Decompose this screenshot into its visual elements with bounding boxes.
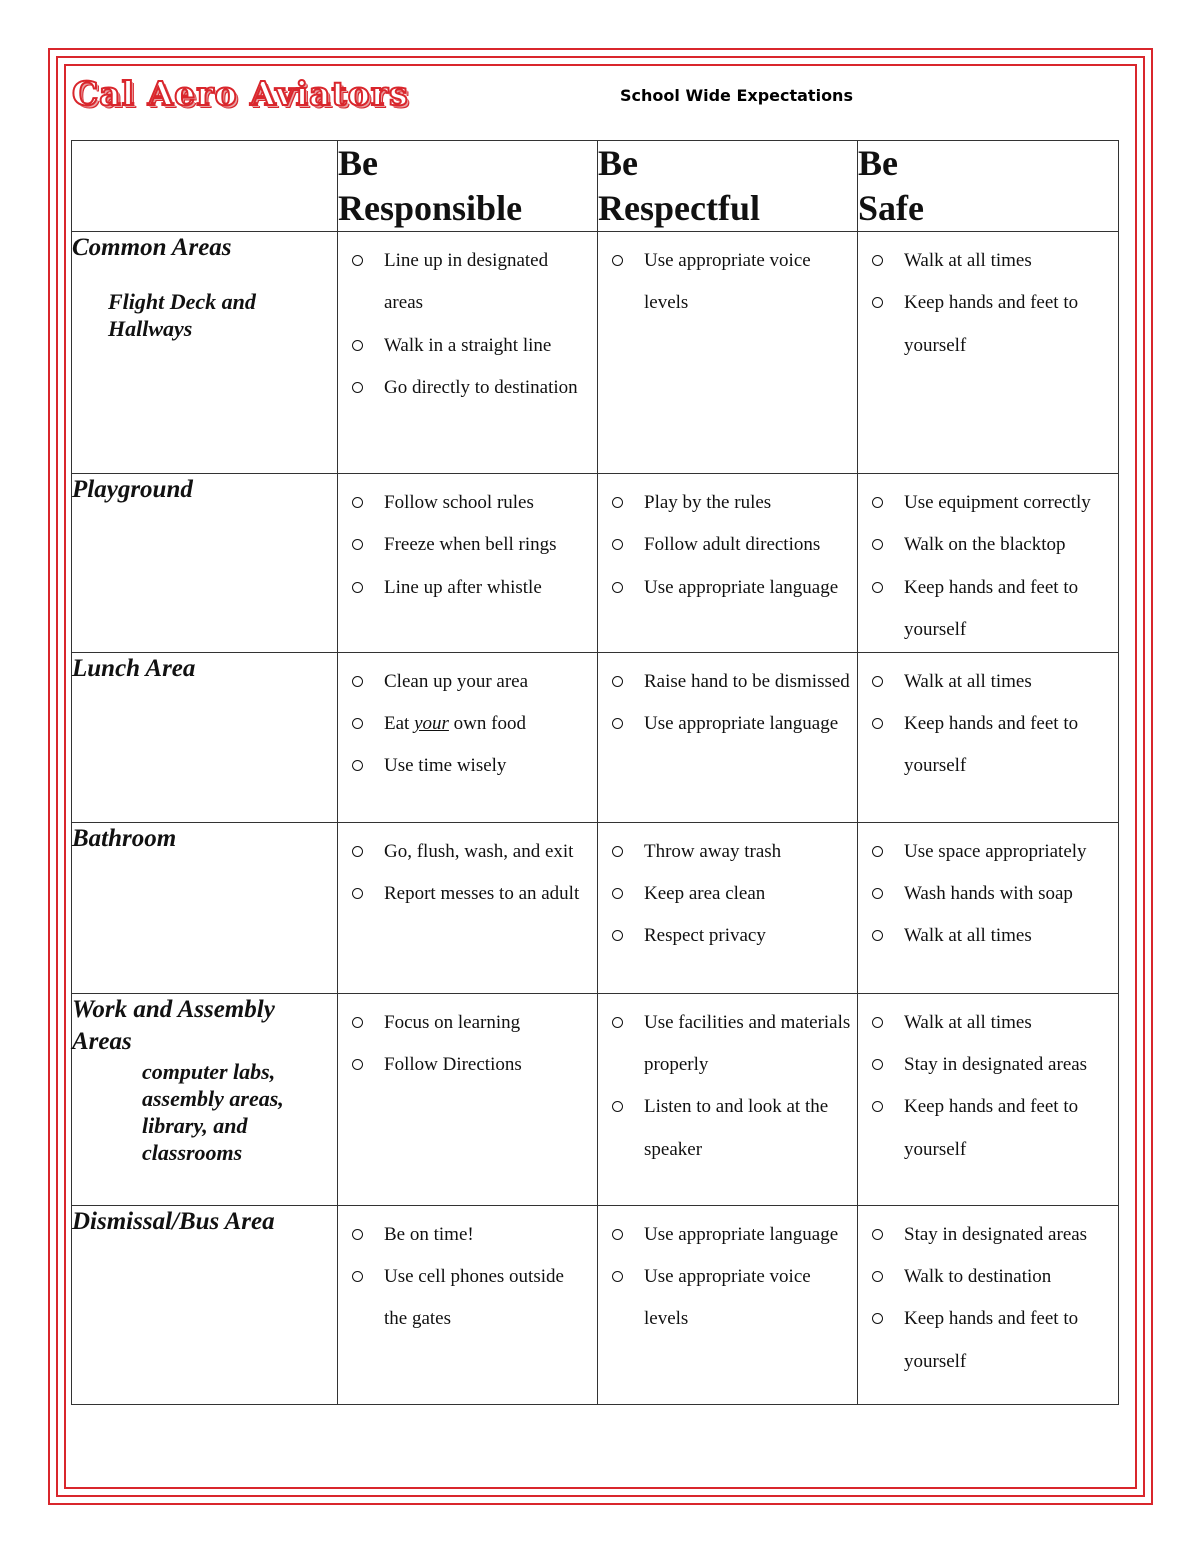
list-item-text: Use space appropriately bbox=[904, 840, 1087, 862]
list-item-text: Focus on learning bbox=[384, 1011, 521, 1033]
expectation-cell-responsible bbox=[338, 474, 598, 653]
expectation-cell-respectful bbox=[598, 993, 858, 1205]
list-item bbox=[610, 1256, 851, 1341]
list-item-text: Keep hands and feet to yourself bbox=[904, 1096, 1079, 1160]
expectation-cell-safe bbox=[858, 822, 1119, 993]
list-item-text: Play by the rules bbox=[644, 492, 772, 513]
list-item bbox=[870, 873, 1112, 915]
list-item bbox=[610, 482, 851, 524]
list-item bbox=[350, 367, 591, 409]
column-header-safe bbox=[858, 141, 1119, 232]
expectation-cell-responsible bbox=[338, 232, 598, 474]
circle-bullet-icon bbox=[352, 718, 363, 729]
expectation-list bbox=[858, 232, 1118, 367]
list-item bbox=[350, 482, 591, 524]
list-item-text: Raise hand to be dismissed bbox=[644, 670, 850, 692]
expectation-cell-safe bbox=[858, 232, 1119, 474]
expectation-list bbox=[338, 823, 597, 916]
list-item-text: Follow school rules bbox=[384, 492, 534, 513]
list-item bbox=[870, 240, 1112, 282]
list-item bbox=[610, 915, 851, 957]
list-item-text: Go directly to destination bbox=[384, 377, 578, 399]
expectations-table bbox=[71, 140, 1119, 1405]
column-header-line2: Responsible bbox=[338, 188, 523, 228]
column-header-line2: Safe bbox=[858, 188, 924, 228]
circle-bullet-icon bbox=[352, 760, 363, 771]
list-item bbox=[870, 1086, 1112, 1171]
list-item-text: Use time wisely bbox=[384, 755, 507, 777]
header-corner-cell bbox=[72, 141, 338, 232]
list-item bbox=[350, 745, 591, 787]
circle-bullet-icon bbox=[352, 497, 363, 508]
expectation-cell-safe bbox=[858, 1205, 1119, 1404]
expectation-cell-respectful bbox=[598, 652, 858, 822]
expectation-list bbox=[598, 1206, 857, 1341]
list-item-text: Walk at all times bbox=[904, 250, 1032, 271]
circle-bullet-icon bbox=[612, 676, 623, 687]
circle-bullet-icon bbox=[612, 1229, 623, 1240]
list-item-text: Keep hands and feet to yourself bbox=[904, 1308, 1079, 1372]
list-item bbox=[610, 1086, 851, 1171]
list-item bbox=[350, 1214, 591, 1256]
list-item-text: Line up in designated areas bbox=[384, 250, 549, 314]
area-title: Bathroom bbox=[72, 824, 177, 852]
list-item bbox=[870, 703, 1112, 788]
list-item-text: Walk on the blacktop bbox=[904, 534, 1066, 556]
area-title: Common Areas bbox=[72, 234, 232, 261]
area-cell bbox=[72, 993, 338, 1205]
header-row bbox=[72, 141, 1119, 232]
list-item bbox=[870, 1002, 1112, 1044]
expectation-cell-responsible bbox=[338, 822, 598, 993]
circle-bullet-icon bbox=[872, 1229, 883, 1240]
expectation-list bbox=[338, 994, 597, 1087]
list-item bbox=[350, 1256, 591, 1341]
list-item-text: Follow adult directions bbox=[644, 534, 821, 556]
table-row bbox=[72, 1205, 1119, 1404]
list-item bbox=[870, 661, 1112, 703]
list-item-text: Use appropriate language bbox=[644, 1223, 839, 1245]
list-item bbox=[610, 524, 851, 566]
column-header-line2: Respectful bbox=[598, 188, 760, 228]
circle-bullet-icon bbox=[872, 1101, 883, 1112]
expectation-cell-respectful bbox=[598, 822, 858, 993]
table-row bbox=[72, 474, 1119, 653]
list-item bbox=[610, 240, 851, 325]
list-item bbox=[610, 703, 851, 745]
list-item-text: Walk to destination bbox=[904, 1266, 1052, 1288]
list-item bbox=[350, 524, 591, 566]
list-item-text: Line up after whistle bbox=[384, 576, 542, 598]
area-cell bbox=[72, 822, 338, 993]
area-title: Lunch Area bbox=[72, 654, 196, 682]
expectation-list bbox=[338, 653, 597, 788]
expectation-list bbox=[338, 1206, 597, 1341]
area-cell bbox=[72, 1205, 338, 1404]
column-header-respectful bbox=[598, 141, 858, 232]
expectation-cell-respectful bbox=[598, 232, 858, 474]
list-item-text: Freeze when bell rings bbox=[384, 534, 557, 556]
expectation-cell-responsible bbox=[338, 993, 598, 1205]
list-item-text: Keep hands and feet to yourself bbox=[904, 576, 1079, 641]
expectation-list bbox=[598, 653, 857, 746]
list-item-text: Use appropriate language bbox=[644, 576, 839, 598]
list-item bbox=[350, 831, 591, 873]
list-item bbox=[870, 524, 1112, 566]
list-item bbox=[870, 282, 1112, 367]
list-item bbox=[870, 915, 1112, 957]
circle-bullet-icon bbox=[352, 539, 363, 550]
list-item-text: Keep hands and feet to yourself bbox=[904, 292, 1079, 356]
expectation-list bbox=[858, 994, 1118, 1172]
school-logo-title: Cal Aero Aviators bbox=[72, 74, 409, 113]
expectation-cell-safe bbox=[858, 652, 1119, 822]
list-item bbox=[610, 1214, 851, 1256]
list-item-text: Use appropriate voice levels bbox=[644, 1266, 811, 1330]
expectation-cell-respectful bbox=[598, 474, 858, 653]
list-item bbox=[870, 1256, 1112, 1298]
expectation-list bbox=[338, 474, 597, 609]
list-item bbox=[870, 1298, 1112, 1383]
circle-bullet-icon bbox=[872, 582, 883, 593]
circle-bullet-icon bbox=[612, 1017, 623, 1028]
list-item-text: own food bbox=[448, 713, 526, 735]
list-item-text: Clean up your area bbox=[384, 670, 529, 692]
list-item-text: Be on time! bbox=[384, 1223, 474, 1245]
table-row bbox=[72, 652, 1119, 822]
area-title: Work and Assembly Areas bbox=[72, 995, 275, 1055]
circle-bullet-icon bbox=[612, 497, 623, 508]
circle-bullet-icon bbox=[872, 888, 883, 899]
list-item-text: Walk at all times bbox=[904, 1011, 1032, 1033]
list-item bbox=[350, 873, 591, 915]
circle-bullet-icon bbox=[352, 382, 363, 393]
list-item-text: Throw away trash bbox=[644, 840, 782, 862]
list-item-text: Stay in designated areas bbox=[904, 1054, 1088, 1076]
expectation-list bbox=[858, 653, 1118, 788]
list-item-text: Walk at all times bbox=[904, 925, 1032, 947]
list-item bbox=[610, 661, 851, 703]
circle-bullet-icon bbox=[612, 888, 623, 899]
area-cell bbox=[72, 652, 338, 822]
expectation-list bbox=[598, 823, 857, 958]
list-item-text: Use cell phones outside the gates bbox=[384, 1266, 564, 1330]
circle-bullet-icon bbox=[352, 888, 363, 899]
column-header-responsible bbox=[338, 141, 598, 232]
area-title: Dismissal/Bus Area bbox=[72, 1207, 275, 1235]
area-cell bbox=[72, 474, 338, 653]
expectation-cell-responsible bbox=[338, 1205, 598, 1404]
table-row bbox=[72, 232, 1119, 474]
circle-bullet-icon bbox=[352, 255, 363, 266]
list-item-text: Wash hands with soap bbox=[904, 883, 1073, 905]
circle-bullet-icon bbox=[872, 1017, 883, 1028]
circle-bullet-icon bbox=[612, 846, 623, 857]
column-header-line1: Be bbox=[338, 143, 378, 183]
circle-bullet-icon bbox=[872, 497, 883, 508]
circle-bullet-icon bbox=[352, 1017, 363, 1028]
expectation-cell-safe bbox=[858, 474, 1119, 653]
table-row bbox=[72, 993, 1119, 1205]
circle-bullet-icon bbox=[612, 930, 623, 941]
expectation-list bbox=[598, 994, 857, 1172]
list-item bbox=[870, 1044, 1112, 1086]
list-item-text: Stay in designated areas bbox=[904, 1223, 1088, 1245]
circle-bullet-icon bbox=[872, 297, 883, 308]
list-item-text: Walk at all times bbox=[904, 670, 1032, 692]
list-item-text: Use facilities and materials properly bbox=[644, 1011, 851, 1076]
circle-bullet-icon bbox=[612, 582, 623, 593]
list-item bbox=[870, 1214, 1112, 1256]
expectation-list bbox=[858, 823, 1118, 958]
list-item bbox=[870, 567, 1112, 652]
circle-bullet-icon bbox=[872, 676, 883, 687]
circle-bullet-icon bbox=[352, 1229, 363, 1240]
circle-bullet-icon bbox=[872, 1313, 883, 1324]
list-item-text: Report messes to an adult bbox=[384, 883, 580, 905]
list-item bbox=[350, 567, 591, 609]
circle-bullet-icon bbox=[352, 846, 363, 857]
circle-bullet-icon bbox=[872, 539, 883, 550]
column-header-line1: Be bbox=[598, 143, 638, 183]
circle-bullet-icon bbox=[352, 1271, 363, 1282]
list-item-text: Use appropriate language bbox=[644, 713, 839, 735]
circle-bullet-icon bbox=[872, 930, 883, 941]
page-subtitle: School Wide Expectations bbox=[620, 86, 853, 105]
list-item bbox=[350, 661, 591, 703]
area-title: Playground bbox=[72, 476, 193, 503]
circle-bullet-icon bbox=[352, 582, 363, 593]
list-item bbox=[350, 703, 591, 745]
list-item bbox=[350, 325, 591, 367]
circle-bullet-icon bbox=[612, 539, 623, 550]
area-cell bbox=[72, 232, 338, 474]
circle-bullet-icon bbox=[352, 340, 363, 351]
list-item-text: Go, flush, wash, and exit bbox=[384, 840, 574, 862]
expectation-cell-safe bbox=[858, 993, 1119, 1205]
circle-bullet-icon bbox=[612, 718, 623, 729]
table-row bbox=[72, 822, 1119, 993]
list-item bbox=[350, 1044, 591, 1086]
list-item-text: Keep area clean bbox=[644, 883, 766, 905]
expectation-list bbox=[858, 474, 1118, 652]
list-item-text: Respect privacy bbox=[644, 925, 766, 947]
circle-bullet-icon bbox=[872, 255, 883, 266]
list-item bbox=[610, 567, 851, 609]
list-item-text: Use equipment correctly bbox=[904, 492, 1091, 513]
area-subtitle: Flight Deck and Hallways bbox=[108, 289, 256, 341]
area-subtitle: computer labs, assembly areas, library, and classrooms bbox=[142, 1058, 284, 1165]
expectation-list bbox=[858, 1206, 1118, 1384]
expectation-cell-responsible bbox=[338, 652, 598, 822]
expectation-list bbox=[338, 232, 597, 410]
list-item bbox=[350, 1002, 591, 1044]
list-item bbox=[870, 831, 1112, 873]
circle-bullet-icon bbox=[612, 1271, 623, 1282]
circle-bullet-icon bbox=[352, 1059, 363, 1070]
list-item-text: Keep hands and feet to yourself bbox=[904, 713, 1079, 777]
list-item bbox=[350, 240, 591, 325]
list-item bbox=[870, 482, 1112, 524]
column-header-line1: Be bbox=[858, 143, 898, 183]
list-item-text: Use appropriate voice levels bbox=[644, 250, 811, 314]
list-item bbox=[610, 873, 851, 915]
circle-bullet-icon bbox=[872, 846, 883, 857]
expectation-cell-respectful bbox=[598, 1205, 858, 1404]
circle-bullet-icon bbox=[872, 718, 883, 729]
circle-bullet-icon bbox=[612, 1101, 623, 1112]
expectation-list bbox=[598, 232, 857, 325]
emphasized-text: your bbox=[414, 713, 449, 735]
circle-bullet-icon bbox=[872, 1271, 883, 1282]
circle-bullet-icon bbox=[872, 1059, 883, 1070]
list-item-text: Eat bbox=[384, 713, 415, 735]
list-item-text: Listen to and look at the speaker bbox=[644, 1096, 829, 1160]
expectation-list bbox=[598, 474, 857, 609]
list-item bbox=[610, 1002, 851, 1087]
circle-bullet-icon bbox=[612, 255, 623, 266]
list-item-text: Walk in a straight line bbox=[384, 334, 552, 356]
circle-bullet-icon bbox=[352, 676, 363, 687]
list-item bbox=[610, 831, 851, 873]
list-item-text: Follow Directions bbox=[384, 1054, 522, 1076]
